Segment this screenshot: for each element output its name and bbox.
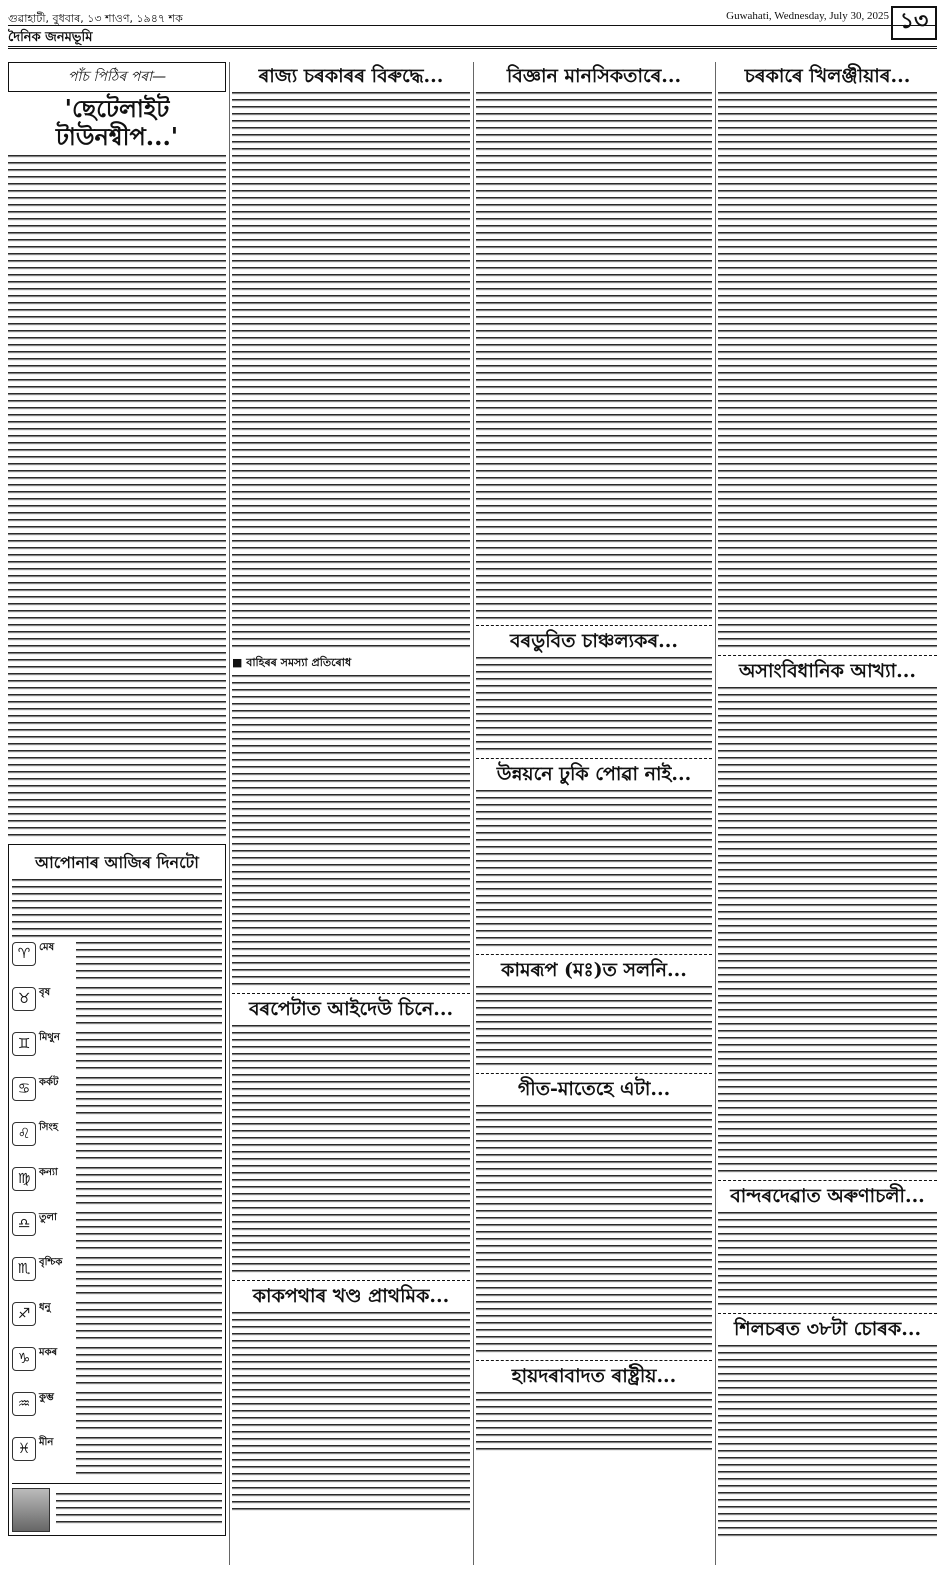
article-divider	[232, 993, 470, 994]
article-divider	[476, 954, 712, 955]
article-divider	[718, 1313, 937, 1314]
cancer-icon: ♋	[12, 1077, 36, 1101]
headline-science-temper: বিজ্ঞান মানসিকতাৰে...	[506, 65, 682, 87]
sign-name: মীন	[39, 1437, 54, 1448]
list-item	[12, 1437, 222, 1479]
headline-indigenous: চৰকাৰে খিলঞ্জীয়াৰ...	[744, 65, 911, 87]
sign-text	[76, 1257, 222, 1299]
author-photo	[12, 1488, 50, 1532]
dateline-assamese: গুৱাহাটী, বুধবাৰ, ১৩ শাওণ, ১৯৪৭ শক	[8, 12, 183, 25]
article-body	[232, 92, 470, 652]
article-body	[476, 92, 712, 622]
header-double-rule	[8, 46, 937, 49]
list-item	[12, 1257, 222, 1299]
column-4	[718, 62, 937, 1565]
virgo-icon: ♍	[12, 1167, 36, 1191]
article-body	[232, 1025, 470, 1277]
list-item	[12, 1167, 222, 1209]
list-item	[12, 987, 222, 1029]
sign-name: কন্যা	[39, 1167, 58, 1178]
article-body	[476, 1105, 712, 1357]
sign-text	[76, 1077, 222, 1119]
sign-text	[76, 1302, 222, 1344]
sign-text	[76, 1347, 222, 1389]
sign-text	[76, 1212, 222, 1254]
taurus-icon: ♉	[12, 987, 36, 1011]
headline-barpeta: বৰপেটাত আইদেউ চিনে...	[248, 998, 454, 1020]
page-number: ১৩	[891, 6, 937, 40]
column-divider	[715, 62, 716, 1565]
headline-hyderabad: হায়দৰাবাদত ৰাষ্ট্ৰীয়...	[511, 1365, 677, 1387]
article-divider	[476, 1073, 712, 1074]
sign-name: কৰ্কট	[39, 1077, 59, 1088]
list-item	[12, 1077, 222, 1119]
list-item	[12, 942, 222, 984]
list-item	[12, 1032, 222, 1074]
article-body	[232, 1312, 470, 1515]
sign-text	[76, 942, 222, 984]
headline-kamrup: কামৰূপ (মঃ)ত সলনি...	[501, 959, 687, 981]
article-subhead: ■ বাহিৰৰ সমস্যা প্ৰতিৰোধ	[232, 656, 352, 669]
sign-name: মকৰ	[39, 1347, 58, 1358]
sign-text	[76, 987, 222, 1029]
article-body	[8, 155, 226, 840]
headline-barduwi: বৰডুবিত চাঞ্চল্যকৰ...	[509, 630, 678, 652]
article-body	[476, 1392, 712, 1452]
article-divider	[476, 1360, 712, 1361]
masthead-strip	[8, 6, 937, 58]
libra-icon: ♎	[12, 1212, 36, 1236]
column-3	[476, 62, 712, 1565]
article-divider	[718, 1180, 937, 1181]
article-body	[718, 1212, 937, 1310]
headline-development: উন্নয়নে ঢুকি পোৱা নাই...	[496, 763, 692, 785]
article-body	[232, 675, 470, 990]
list-item	[12, 1302, 222, 1344]
sign-name: মিথুন	[39, 1032, 60, 1043]
sign-text	[76, 1437, 222, 1479]
leo-icon: ♌	[12, 1122, 36, 1146]
continued-banner: পাঁচ পিঠিৰ পৰা—	[8, 62, 226, 92]
sign-name: বৃষ	[39, 987, 51, 998]
author-details	[56, 1493, 222, 1528]
article-divider	[476, 625, 712, 626]
column-1	[8, 62, 226, 1565]
headline-bandardewa: বান্দৰদেৱাত অৰুণাচলী...	[730, 1185, 925, 1207]
sign-text	[76, 1392, 222, 1434]
column-divider	[473, 62, 474, 1565]
horoscope-box	[8, 844, 226, 1536]
astrologer-credit	[12, 1483, 222, 1532]
sign-name: বৃশ্চিক	[39, 1257, 63, 1268]
sign-text	[76, 1122, 222, 1164]
sign-text	[76, 1032, 222, 1074]
capricorn-icon: ♑	[12, 1347, 36, 1371]
panchang-text	[12, 879, 222, 942]
pisces-icon: ♓	[12, 1437, 36, 1461]
article-divider	[476, 758, 712, 759]
headline-unconstitutional: অসাংবিধানিক আখ্যা...	[738, 660, 917, 682]
sign-text	[76, 1167, 222, 1209]
sign-name: ধনু	[39, 1302, 51, 1313]
paper-name: দৈনিক জনমভূমি	[8, 30, 93, 45]
sign-name: তুলা	[39, 1212, 57, 1223]
scorpio-icon: ♏	[12, 1257, 36, 1281]
sign-name: সিংহ	[39, 1122, 59, 1133]
gemini-icon: ♊	[12, 1032, 36, 1056]
headline-satellite-township: 'ছেটেলাইট টাউনশ্বীপ...'	[55, 94, 179, 151]
aries-icon: ♈	[12, 942, 36, 966]
headline-silchar: শিলচৰত ৩৮টা চোৰক...	[733, 1318, 922, 1340]
horoscope-title: আপোনাৰ আজিৰ দিনটো	[35, 853, 199, 872]
column-2	[232, 62, 470, 1565]
article-body	[718, 687, 937, 1177]
article-body	[718, 1345, 937, 1541]
dateline-english: Guwahati, Wednesday, July 30, 2025	[726, 10, 889, 22]
list-item	[12, 1122, 222, 1164]
sign-name: কুম্ভ	[39, 1392, 54, 1403]
article-body	[476, 986, 712, 1070]
column-divider	[229, 62, 230, 1565]
header-rule	[8, 25, 937, 26]
list-item	[12, 1392, 222, 1434]
article-body	[718, 92, 937, 652]
headline-song: গীত-মাতেহে এটা...	[517, 1078, 671, 1100]
headline-state-government: ৰাজ্য চৰকাৰৰ বিৰুদ্ধে...	[258, 65, 444, 87]
list-item	[12, 1212, 222, 1254]
list-item	[12, 1347, 222, 1389]
article-body	[476, 790, 712, 951]
headline-kakopathar: কাকপথাৰ খণ্ড প্ৰাথমিক...	[252, 1285, 450, 1307]
sagittarius-icon: ♐	[12, 1302, 36, 1326]
horoscope-list	[12, 942, 222, 1479]
article-divider	[232, 1280, 470, 1281]
article-body	[476, 657, 712, 755]
sign-name: মেষ	[39, 942, 55, 953]
article-divider	[718, 655, 937, 656]
aquarius-icon: ♒	[12, 1392, 36, 1416]
